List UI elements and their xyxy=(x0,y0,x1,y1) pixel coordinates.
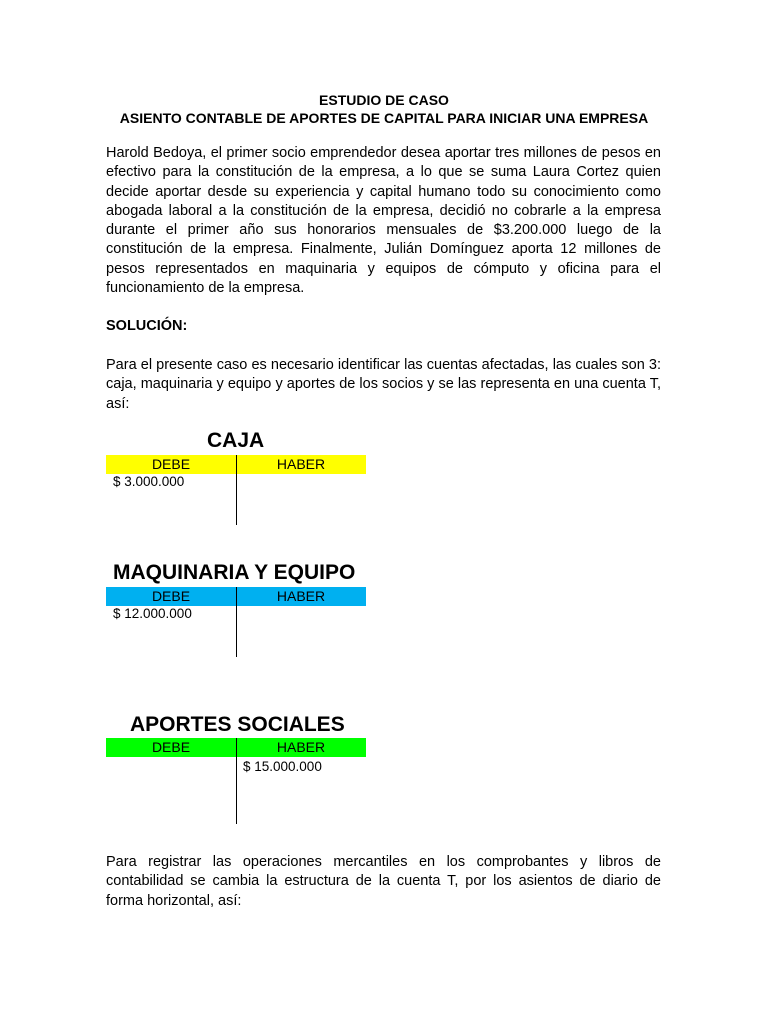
debe-label: DEBE xyxy=(151,588,191,604)
t-account-title: APORTES SOCIALES xyxy=(130,713,345,736)
debe-amount: $ 12.000.000 xyxy=(113,606,192,621)
debe-amount: $ 3.000.000 xyxy=(113,474,185,489)
solution-intro-paragraph: Para el presente caso es necesario identificar las cuentas afectadas, las cuales son 3: caja, maquinaria y equipo y aportes de los socios y se las representa en una cuenta T, así: xyxy=(106,357,661,412)
haber-label: HABER xyxy=(276,588,326,604)
debe-label: DEBE xyxy=(151,739,191,755)
solution-heading: SOLUCIÓN: xyxy=(106,318,188,334)
haber-label: HABER xyxy=(276,739,326,755)
t-account-divider xyxy=(236,738,237,824)
t-account-divider xyxy=(236,587,237,657)
t-account-divider xyxy=(236,455,237,525)
haber-amount: $ 15.000.000 xyxy=(243,759,322,774)
t-account-title: CAJA xyxy=(207,429,265,452)
document-title: ESTUDIO DE CASO xyxy=(319,92,449,108)
t-account-title: MAQUINARIA Y EQUIPO xyxy=(113,561,356,584)
debe-label: DEBE xyxy=(151,456,191,472)
document-subtitle: ASIENTO CONTABLE DE APORTES DE CAPITAL PARA INICIAR UNA EMPRESA xyxy=(119,110,649,126)
closing-paragraph: Para registrar las operaciones mercantiles en los comprobantes y libros de contabilidad se cambia la estructura de la cuenta T, por los asientos de diario de forma horizontal, así: xyxy=(106,854,661,909)
haber-label: HABER xyxy=(276,456,326,472)
case-paragraph: Harold Bedoya, el primer socio emprendedor desea aportar tres millones de pesos en efectivo para la constitución de la empresa, a lo que se suma Laura Cortez quien decide aportar desde su experiencia y capital humano todo su conocimiento como abogada laboral a la constitución de la empresa, decidió no cobrarle a la empresa durante el primer año sus honorarios mensuales de $3.200.000 luego de la constitución de la empresa. Finalmente, Julián Domínguez aporta 12 millones de pesos representados en maquinaria y equipos de cómputo y oficina para el funcionamiento de la empresa. xyxy=(106,145,661,297)
